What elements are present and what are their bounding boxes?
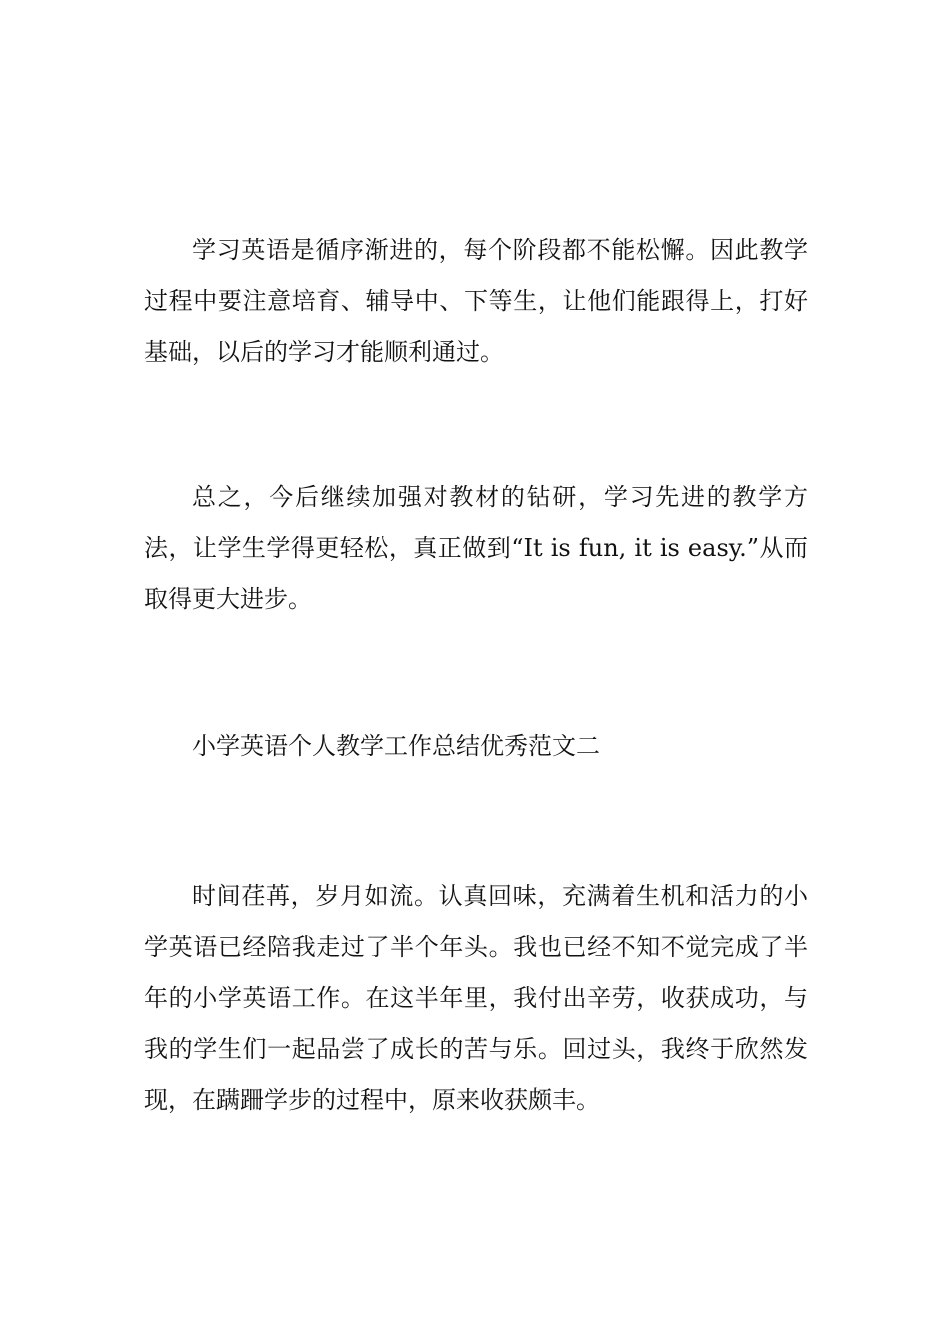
paragraph-conclusion: 总之，今后继续加强对教材的钻研，学习先进的教学方法，让学生学得更轻松，真正做到“It is fun, it is easy.”从而取得更大进步。 <box>144 483 808 613</box>
paragraph-time-flies: 时间荏苒，岁月如流。认真回味，充满着生机和活力的小学英语已经陪我走过了半个年头。我也已经不知不觉完成了半年的小学英语工作。在这半年里，我付出辛劳，收获成功，与我的学生们一起品尝了成长的苦与乐。回过头，我终于欣然发现，在蹒跚学步的过程中，原来收获颇丰。 <box>144 882 808 1114</box>
section-heading: 小学英语个人教学工作总结优秀范文二 <box>192 732 600 760</box>
paragraph-english-learning-gradual: 学习英语是循序渐进的，每个阶段都不能松懈。因此教学过程中要注意培育、辅导中、下等生，让他们能跟得上，打好基础，以后的学习才能顺利通过。 <box>144 236 808 366</box>
